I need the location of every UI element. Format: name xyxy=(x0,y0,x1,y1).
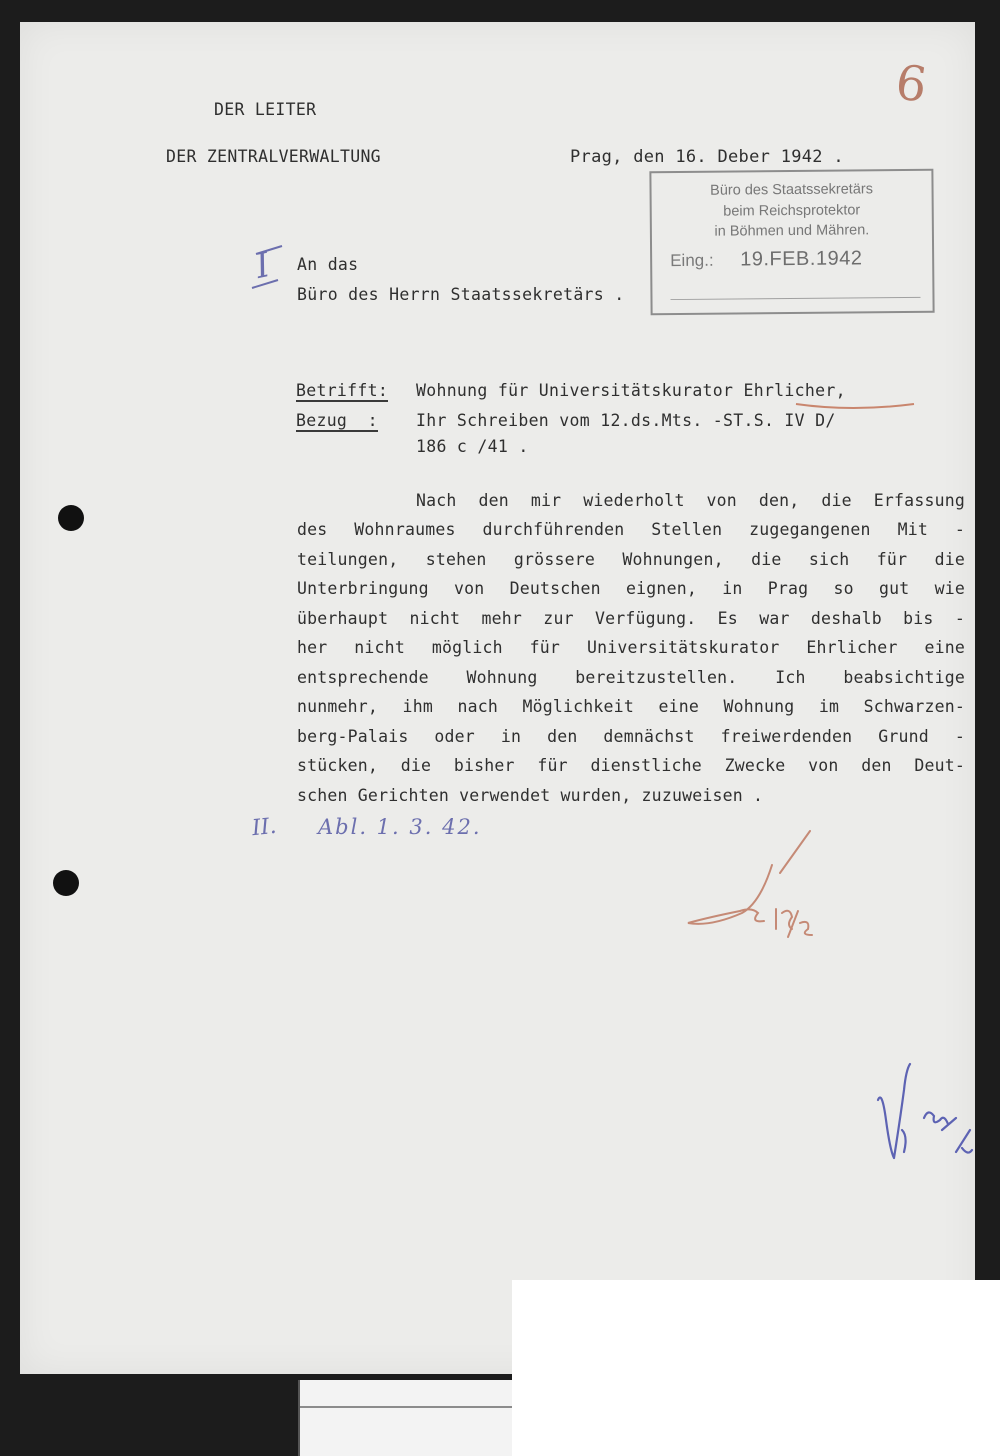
blank-scan-area xyxy=(512,1280,1000,1456)
sender-title: DER LEITER xyxy=(214,100,317,119)
subject-text: Wohnung für Universitätskurator Ehrlicher, xyxy=(416,381,846,400)
stamp-rule xyxy=(670,297,920,300)
annotation-mark: II. xyxy=(250,813,278,842)
body-line: berg-Palais oder in den demnächst freiwerdenden Grund - xyxy=(297,727,965,746)
punch-hole-top xyxy=(58,505,84,531)
recipient-mark-strokes xyxy=(248,240,288,292)
received-stamp xyxy=(649,169,934,315)
stamp-line-2: beim Reichsprotektor xyxy=(723,202,861,220)
reference-line-1: Ihr Schreiben vom 12.ds.Mts. -ST.S. IV D/ xyxy=(416,411,836,430)
sender-office: DER ZENTRALVERWALTUNG xyxy=(166,147,381,166)
body-line: Nach den mir wiederholt von den, die Erfassung xyxy=(416,491,965,510)
initials xyxy=(872,1060,982,1170)
stamp-received-date: 19.FEB.1942 xyxy=(740,247,863,271)
body-line: nunmehr, ihm nach Möglichkeit eine Wohnung im Schwarzen- xyxy=(297,697,965,716)
stamp-line-1: Büro des Staatssekretärs xyxy=(710,181,874,199)
body-line: überhaupt nicht mehr zur Verfügung. Es war deshalb bis - xyxy=(297,609,965,628)
page-number: 6 xyxy=(892,54,931,114)
reference-label: Bezug : xyxy=(296,411,378,430)
reference-line-2: 186 c /41 . xyxy=(416,437,529,456)
body-line: des Wohnraumes durchführenden Stellen zugegangenen Mit - xyxy=(297,520,965,539)
recipient-line-1: An das xyxy=(297,255,359,274)
stamp-received-label: Eing.: xyxy=(670,250,714,271)
body-line: her nicht möglich für Universitätskurator Ehrlicher eine xyxy=(297,638,965,657)
body-line: entsprechende Wohnung bereitzustellen. Ich beabsichtige xyxy=(297,668,965,687)
annotation-text: Abl. 1. 3. 42. xyxy=(318,815,482,839)
place-date: Prag, den 16. Deber 1942 . xyxy=(570,147,844,167)
punch-hole-bottom xyxy=(53,870,79,896)
body-line: Unterbringung von Deutschen eignen, in Prag so gut wie xyxy=(297,579,965,598)
file-slip xyxy=(298,1380,512,1456)
signature xyxy=(680,825,820,945)
recipient-mark: I xyxy=(251,245,274,287)
subject-label: Betrifft: xyxy=(296,381,389,400)
body-line: stücken, die bisher für dienstliche Zwecke von den Deut- xyxy=(297,756,965,775)
body-line: schen Gerichten verwendet wurden, zuzuweisen . xyxy=(297,786,764,805)
recipient-line-2: Büro des Herrn Staatssekretärs . xyxy=(297,285,625,304)
stamp-line-3: in Böhmen und Mähren. xyxy=(714,222,870,240)
body-line: teilungen, stehen grössere Wohnungen, die sich für die xyxy=(297,550,965,569)
